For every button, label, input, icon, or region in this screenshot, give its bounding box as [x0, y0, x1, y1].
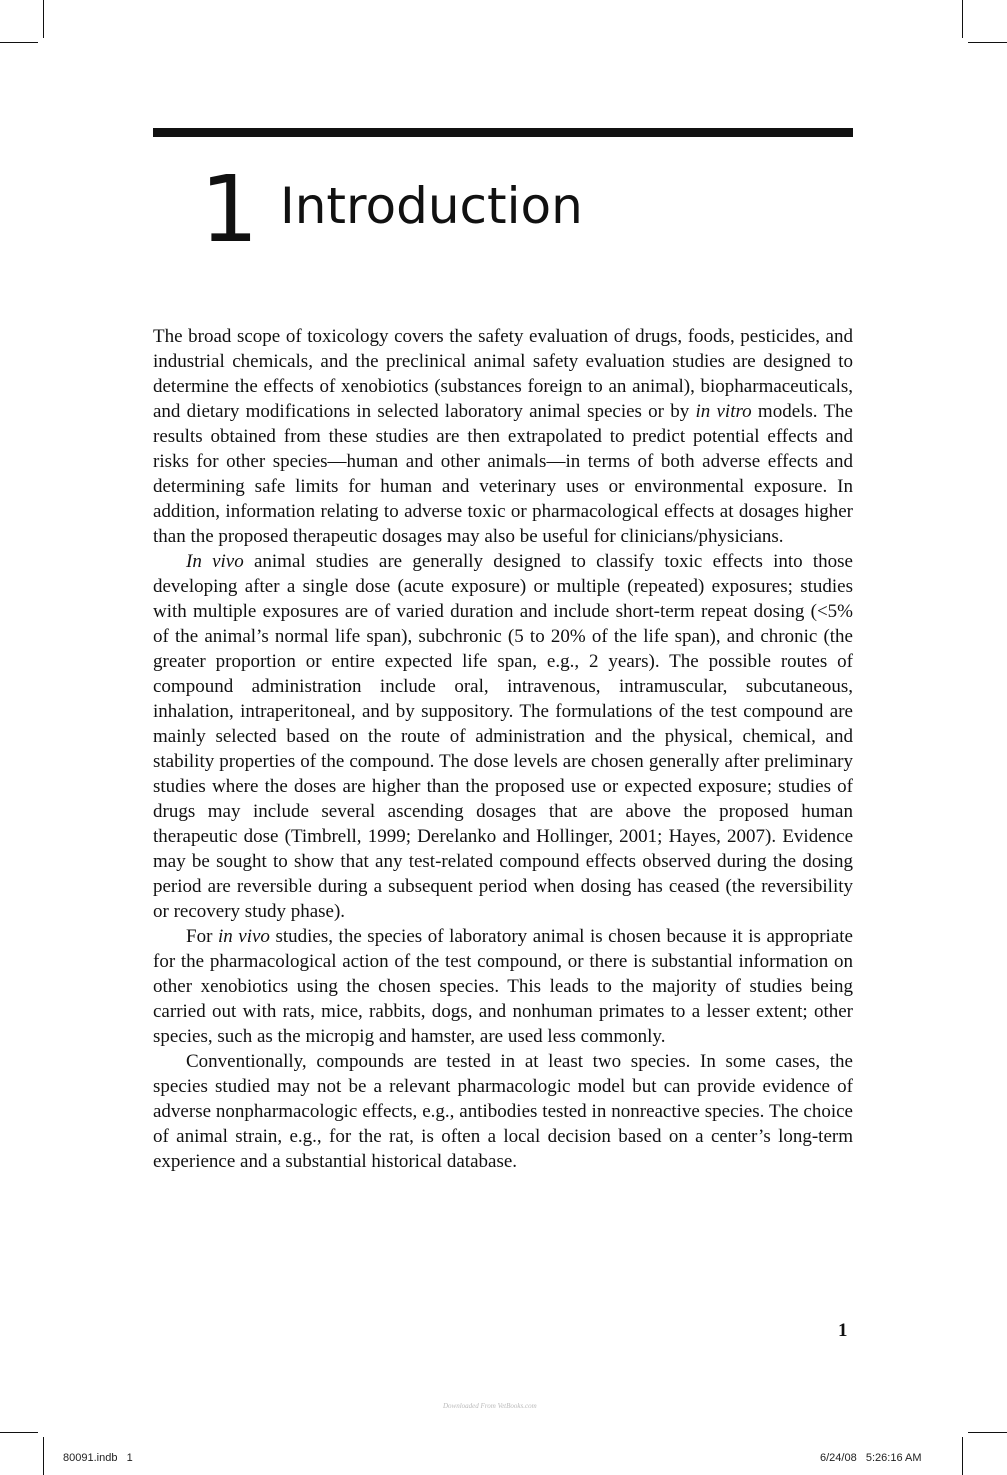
chapter-body — [153, 324, 853, 1174]
page-number: 1 — [838, 1320, 848, 1341]
paragraph-2-italic: In vivo — [186, 551, 244, 572]
chapter-top-rule — [153, 128, 853, 137]
paragraph-4: Conventionally, compounds are tested in at least two species. In some cases, the species studied may not be a relevant pharmacologic model but can provide evidence of adverse nonpharmacologic effects, e.g., antibodies tested in nonreactive species. The choice of animal strain, e.g., for the rat, is often a local decision based on a center’s long-term experience and a substantial historical database. — [153, 1051, 853, 1172]
paragraph-1-text-b: models. The results obtained from these studies are then extrapolated to predict potential effects and risks for other species—human and other animals—in terms of both adverse effects and determining safe limits for human and veterinary uses or environmental exposure. In addition, information relating to adverse toxic or pharmacological effects at dosages higher than the proposed therapeutic dosages may also be useful for clinicians/physicians. — [153, 401, 853, 547]
crop-mark-bottom-left-vertical — [43, 1437, 44, 1475]
slug-file-name: 80091.indb 1 — [63, 1452, 133, 1464]
chapter-number: 1 — [200, 156, 257, 263]
crop-mark-bottom-right-horizontal — [968, 1432, 1007, 1433]
paragraph-1 — [153, 324, 853, 549]
crop-mark-top-right-horizontal — [968, 42, 1007, 43]
paragraph-2 — [153, 549, 853, 924]
paragraph-1-text-a: The broad scope of toxicology covers the safety evaluation of drugs, foods, pesticides, and industrial chemicals, and the preclinical animal safety evaluation studies are designed to determine the effects of xenobiotics (substances foreign to an animal), biopharmaceuticals, and dietary modifications in selected laboratory animal species or by — [153, 326, 853, 422]
paragraph-2-text: animal studies are generally designed to classify toxic effects into those developing after a single dose (acute exposure) or multiple (repeated) exposures; studies with multiple exposures are of varied duration and include short-term repeat dosing (<5% of the animal’s normal life span), subchronic (5 to 20% of the life span), and chronic (the greater proportion or entire expected life span, e.g., 2 years). The possible routes of compound administration include oral, intravenous, intramuscular, subcutaneous, inhalation, intraperitoneal, and by suppository. The formulations of the test compound are mainly selected based on the route of administration and the physical, chemical, and stability properties of the compound. The dose levels are chosen generally after preliminary studies where the doses are higher than the proposed use or expected exposure; studies of drugs may include several ascending dosages that are above the proposed human therapeutic dose (Timbrell, 1999; Derelanko and Hollinger, 2001; Hayes, 2007). Evidence may be sought to show that any test-related compound effects observed during the dosing period are reversible during a subsequent period when dosing has ceased (the reversibility or recovery study phase). — [153, 551, 853, 922]
crop-mark-top-left-horizontal — [0, 42, 38, 43]
paragraph-3-text-a: For — [186, 926, 218, 947]
paragraph-3-italic: in vivo — [217, 926, 270, 947]
slug-timestamp: 6/24/08 5:26:16 AM — [820, 1452, 922, 1464]
paragraph-3 — [153, 924, 853, 1049]
download-watermark: Downloaded From VetBooks.com — [443, 1402, 537, 1410]
crop-mark-bottom-left-horizontal — [0, 1432, 38, 1433]
paragraph-3-text-b: studies, the species of laboratory animal is chosen because it is appropriate for the pharmacological action of the test compound, or there is substantial information on other xenobiotics using the chosen species. This leads to the majority of studies being carried out with rats, mice, rabbits, dogs, and nonhuman primates to a lesser extent; other species, such as the micropig and hamster, are used less commonly. — [153, 926, 853, 1047]
crop-mark-top-right-vertical — [962, 0, 963, 38]
chapter-title: Introduction — [280, 177, 583, 235]
crop-mark-bottom-right-vertical — [962, 1437, 963, 1475]
paragraph-1-italic: in vitro — [695, 401, 752, 422]
crop-mark-top-left-vertical — [43, 0, 44, 38]
